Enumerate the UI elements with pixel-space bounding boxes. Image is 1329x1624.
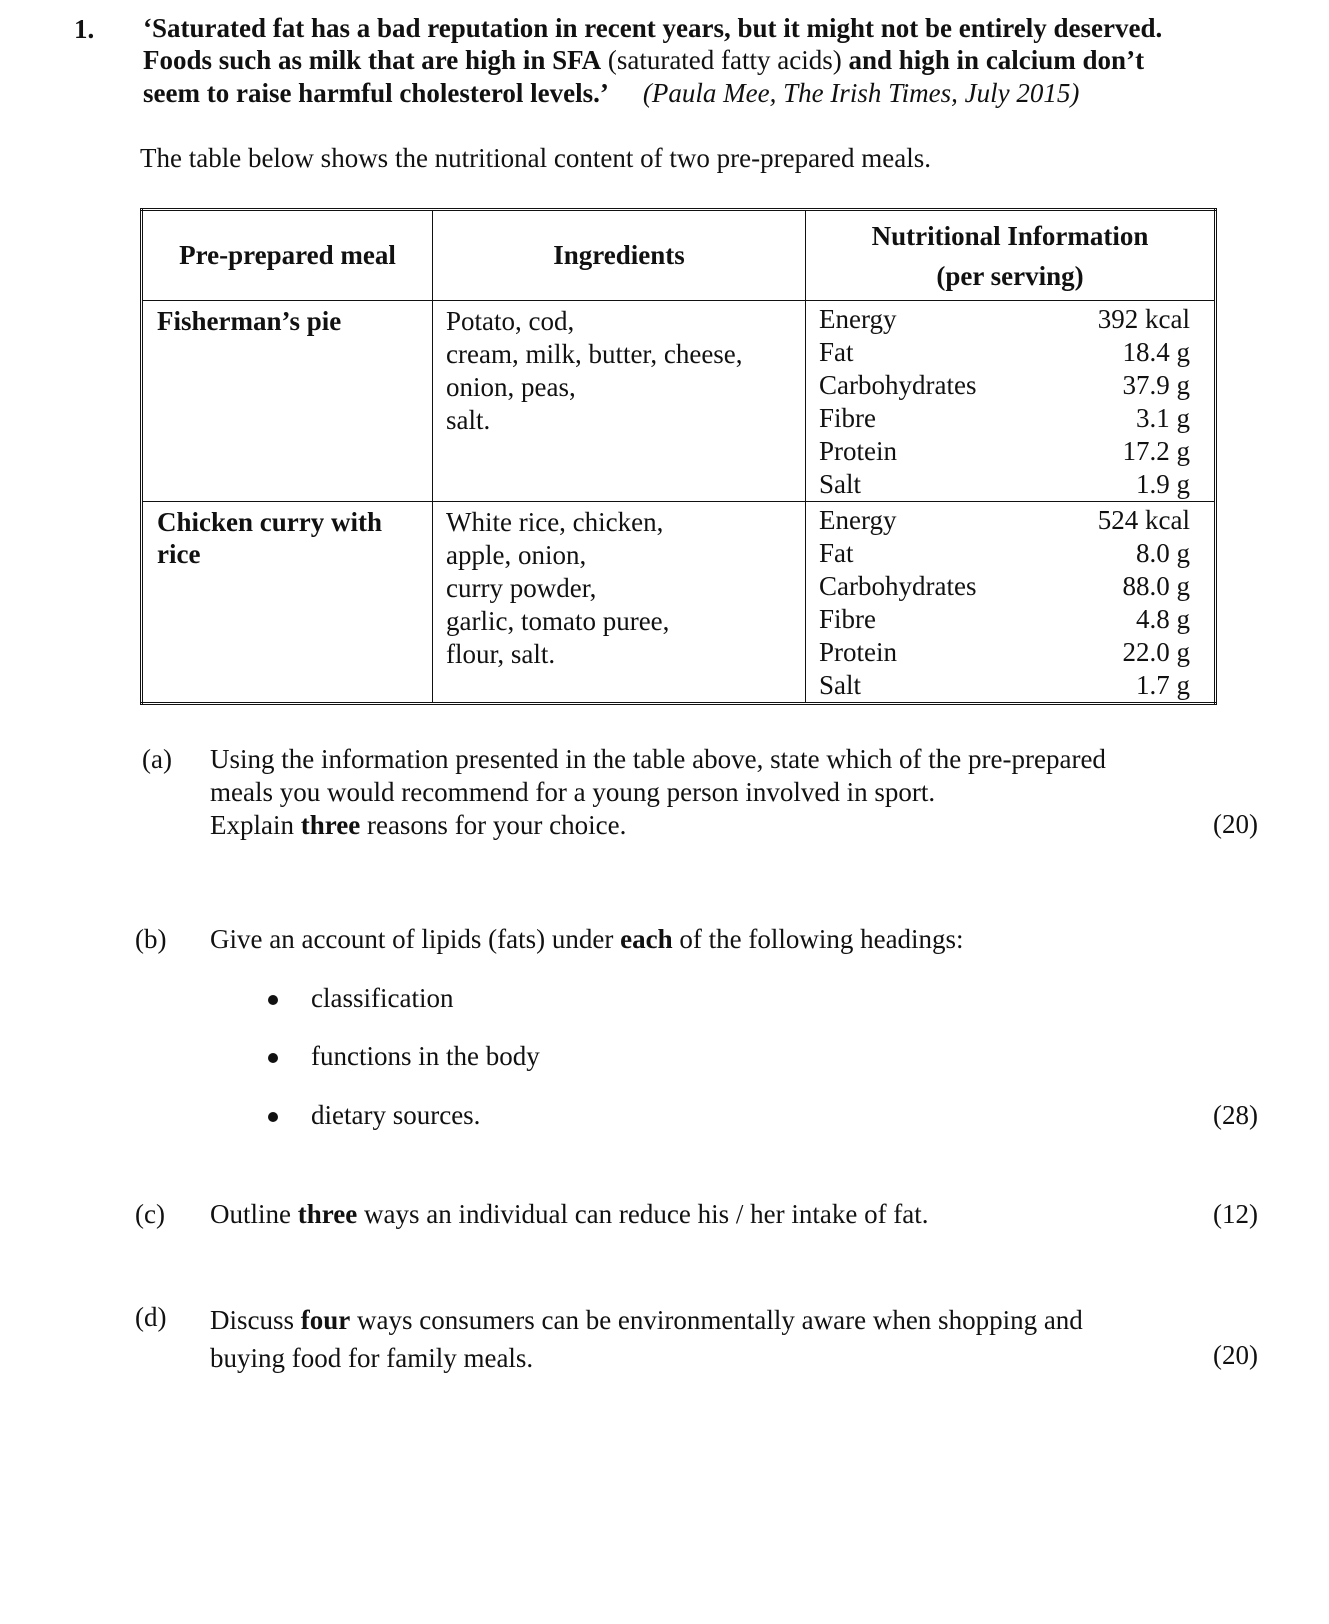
- nutrient-value: 392 kcal: [1097, 304, 1190, 334]
- nutrient-value: 88.0 g: [1122, 571, 1190, 601]
- ingredient-line: curry powder,: [446, 573, 597, 603]
- nutrient-row: [819, 669, 1190, 702]
- nutrient-name: Salt: [819, 670, 862, 700]
- part-c-marks: (12): [1213, 1199, 1258, 1229]
- part-c-label: (c): [135, 1199, 165, 1229]
- bullet-text: dietary sources.: [311, 1100, 481, 1130]
- nutrient-value: 4.8 g: [1136, 604, 1190, 634]
- ingredient-line: onion, peas,: [446, 372, 576, 402]
- part-d-line-1-pre: Discuss: [210, 1305, 301, 1335]
- header-nutrition: [806, 210, 1216, 301]
- header-meal: Pre-prepared meal: [142, 210, 433, 301]
- bullet-dot: [268, 1053, 278, 1063]
- nutrient-value: 524 kcal: [1097, 505, 1190, 535]
- nutrient-name: Salt: [819, 469, 862, 499]
- nutrient-name: Fibre: [819, 403, 876, 433]
- question-number: 1.: [74, 14, 95, 44]
- part-b-marks: (28): [1213, 1100, 1258, 1130]
- ingredients-cell: [433, 301, 806, 502]
- nutrient-value: 8.0 g: [1136, 538, 1190, 568]
- meal-name-line: rice: [157, 539, 201, 569]
- nutrient-value: 1.9 g: [1136, 469, 1190, 499]
- nutrient-value: 1.7 g: [1136, 670, 1190, 700]
- ingredient-line: salt.: [446, 405, 491, 435]
- nutrient-row: [819, 435, 1190, 468]
- part-b-text-bold: each: [620, 924, 673, 954]
- part-d-line-1-post: ways consumers can be environmentally aware when shopping and: [350, 1305, 1083, 1335]
- nutrient-row: [819, 603, 1190, 636]
- nutrient-name: Fibre: [819, 604, 876, 634]
- nutrient-value: 22.0 g: [1122, 637, 1190, 667]
- part-c-text-pre: Outline: [210, 1199, 298, 1229]
- nutrition-cell: [806, 301, 1216, 502]
- nutrient-row: [819, 303, 1190, 336]
- quote-line-2: [143, 44, 1263, 76]
- table-row: [142, 301, 1216, 502]
- nutrient-name: Carbohydrates: [819, 370, 977, 400]
- nutrient-value: 37.9 g: [1122, 370, 1190, 400]
- meal-name: Fisherman’s pie: [142, 301, 433, 502]
- nutrition-cell: [806, 502, 1216, 704]
- nutrient-name: Fat: [819, 337, 854, 367]
- header-ingredients: Ingredients: [433, 210, 806, 301]
- ingredient-line: cream, milk, butter, cheese,: [446, 339, 743, 369]
- part-a-line-3-bold: three: [300, 810, 361, 840]
- part-d-text: [210, 1301, 1210, 1377]
- quote-source: (Paula Mee, The Irish Times, July 2015): [642, 78, 1080, 108]
- quote-line-1: ‘Saturated fat has a bad reputation in recent years, but it might not be entirely deserved.: [143, 13, 1163, 43]
- part-a-line-2: meals you would recommend for a young person involved in sport.: [210, 777, 936, 807]
- nutrient-value: 3.1 g: [1136, 403, 1190, 433]
- quote-line-2-plain: (saturated fatty acids): [601, 45, 849, 75]
- nutrient-name: Energy: [819, 505, 897, 535]
- nutrient-row: [819, 336, 1190, 369]
- part-b-label: (b): [135, 924, 167, 954]
- nutrient-row: [819, 636, 1190, 669]
- bullet-text: functions in the body: [311, 1041, 540, 1071]
- nutrient-row: [819, 402, 1190, 435]
- part-d-marks: (20): [1213, 1340, 1258, 1370]
- part-a-line-1: Using the information presented in the table above, state which of the pre-prepared: [210, 744, 1106, 774]
- bullet-dot: [268, 995, 278, 1005]
- ingredient-line: apple, onion,: [446, 540, 587, 570]
- quote-line-3: [143, 77, 1263, 109]
- quote-line-2-bold-a: Foods such as milk that are high in SFA: [143, 45, 602, 75]
- part-a-line-3: [210, 809, 1210, 842]
- nutrient-name: Carbohydrates: [819, 571, 977, 601]
- ingredient-line: Potato, cod,: [446, 306, 575, 336]
- bullet-dot: [268, 1112, 278, 1122]
- part-b-text: [210, 923, 964, 956]
- table-intro: The table below shows the nutritional content of two pre-prepared meals.: [140, 143, 932, 173]
- quote-line-2-bold-b: and high in calcium don’t: [848, 45, 1145, 75]
- table-row: [142, 502, 1216, 704]
- nutrient-row: [819, 504, 1190, 537]
- bullet-text: classification: [311, 983, 454, 1013]
- nutrient-value: 17.2 g: [1122, 436, 1190, 466]
- nutrient-row: [819, 468, 1190, 501]
- nutrient-name: Protein: [819, 637, 897, 667]
- ingredient-line: White rice, chicken,: [446, 507, 664, 537]
- quote-line-3-text: seem to raise harmful cholesterol levels.’: [143, 78, 609, 108]
- part-b-text-post: of the following headings:: [672, 924, 964, 954]
- nutrient-row: [819, 537, 1190, 570]
- nutrient-name: Protein: [819, 436, 897, 466]
- nutrient-name: Energy: [819, 304, 897, 334]
- part-d-line-1-bold: four: [300, 1305, 351, 1335]
- nutrient-row: [819, 570, 1190, 603]
- ingredients-cell: [433, 502, 806, 704]
- nutrition-table: [140, 208, 1217, 705]
- ingredient-line: garlic, tomato puree,: [446, 606, 670, 636]
- part-c-text: [210, 1198, 929, 1231]
- part-a-line-3-post: reasons for your choice.: [360, 810, 627, 840]
- part-d-line-2: buying food for family meals.: [210, 1343, 534, 1373]
- ingredient-line: flour, salt.: [446, 639, 556, 669]
- meal-name: [142, 502, 433, 704]
- table-header-row: [142, 210, 1216, 301]
- part-a-label: (a): [142, 744, 172, 774]
- header-nutrition-subtitle: (per serving): [936, 260, 1084, 291]
- meal-name-line: Chicken curry with: [157, 507, 382, 537]
- nutrient-name: Fat: [819, 538, 854, 568]
- part-a-marks: (20): [1213, 809, 1258, 839]
- part-d-label: (d): [135, 1302, 167, 1332]
- part-a-line-3-pre: Explain: [210, 810, 301, 840]
- part-d-line-1: [210, 1301, 1210, 1339]
- nutrient-row: [819, 369, 1190, 402]
- part-b-text-pre: Give an account of lipids (fats) under: [210, 924, 621, 954]
- part-c-text-bold: three: [297, 1199, 358, 1229]
- part-c-text-post: ways an individual can reduce his / her intake of fat.: [357, 1199, 929, 1229]
- header-nutrition-title: Nutritional Information: [871, 220, 1149, 251]
- nutrient-value: 18.4 g: [1122, 337, 1190, 367]
- part-a-text: [210, 743, 1210, 842]
